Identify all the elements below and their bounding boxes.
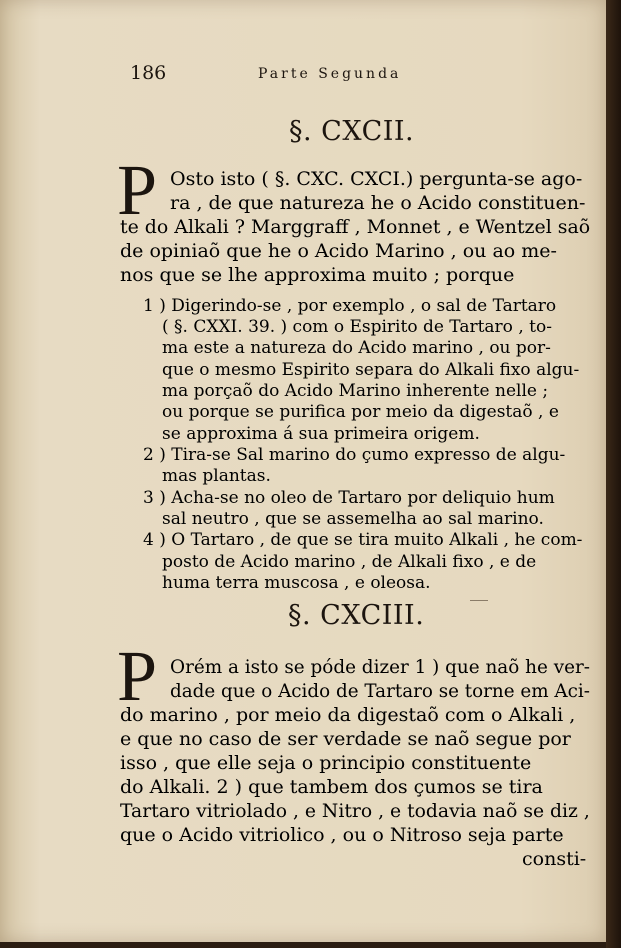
list-item-1-line: 1 ) Digerindo-se , por exemplo , o sal de Tartaro <box>143 296 557 316</box>
list-item-1-line: ma porçaõ do Acido Marino inherente nelle ; <box>162 381 549 401</box>
list-item-2-line: 2 ) Tira-se Sal marino do çumo expresso de algu- <box>143 445 566 465</box>
printer-mark <box>470 600 488 601</box>
text-line: dade que o Acido de Tartaro se torne em Aci- <box>170 680 590 702</box>
text-line: isso , que elle seja o principio constituente <box>120 752 532 774</box>
drop-cap: P <box>117 636 158 716</box>
list-item-1-line: ma este a natureza do Acido marino , ou por- <box>162 338 551 358</box>
list-item-4-line: huma terra muscosa , e oleosa. <box>162 573 431 593</box>
text-line: Orém a isto se póde dizer 1 ) que naõ he ver- <box>170 656 590 678</box>
drop-cap: P <box>117 150 158 230</box>
text-line: Osto isto ( §. CXC. CXCI.) pergunta-se ago- <box>170 168 583 190</box>
text-line: que o Acido vitriolico , ou o Nitroso seja parte <box>120 824 564 846</box>
list-item-1-line: ou porque se purifica por meio da digestaõ , e <box>162 402 559 422</box>
text-line: de opiniaõ que he o Acido Marino , ou ao me- <box>120 240 557 262</box>
list-item-4-line: posto de Acido marino , de Alkali fixo , e de <box>162 552 537 572</box>
text-line: nos que se lhe approxima muito ; porque <box>120 264 515 286</box>
text-line: Tartaro vitriolado , e Nitro , e todavia naõ se diz , <box>120 800 590 822</box>
section-title-cxciii: §. CXCIII. <box>288 600 425 631</box>
text-line: do Alkali. 2 ) que tambem dos çumos se tira <box>120 776 543 798</box>
list-item-1-line: se approxima á sua primeira origem. <box>162 424 480 444</box>
page-number: 186 <box>130 62 167 84</box>
catchword: consti- <box>522 848 587 870</box>
running-head: Parte Segunda <box>258 66 402 82</box>
text-line: te do Alkali ? Marggraff , Monnet , e Wentzel saõ <box>120 216 591 238</box>
text-line: do marino , por meio da digestaõ com o Alkali , <box>120 704 576 726</box>
list-item-3-line: sal neutro , que se assemelha ao sal marino. <box>162 509 544 529</box>
list-item-1-line: que o mesmo Espirito separa do Alkali fixo algu- <box>162 360 580 380</box>
list-item-2-line: mas plantas. <box>162 466 271 486</box>
text-line: e que no caso de ser verdade se naõ segue por <box>120 728 571 750</box>
list-item-1-line: ( §. CXXI. 39. ) com o Espirito de Tartaro , to- <box>162 317 552 337</box>
book-spine <box>606 0 621 948</box>
text-line: ra , de que natureza he o Acido constituen- <box>170 192 586 214</box>
section-title-cxcii: §. CXCII. <box>289 116 415 147</box>
list-item-3-line: 3 ) Acha-se no oleo de Tartaro por deliquio hum <box>143 488 555 508</box>
list-item-4-line: 4 ) O Tartaro , de que se tira muito Alkali , he com- <box>143 530 583 550</box>
